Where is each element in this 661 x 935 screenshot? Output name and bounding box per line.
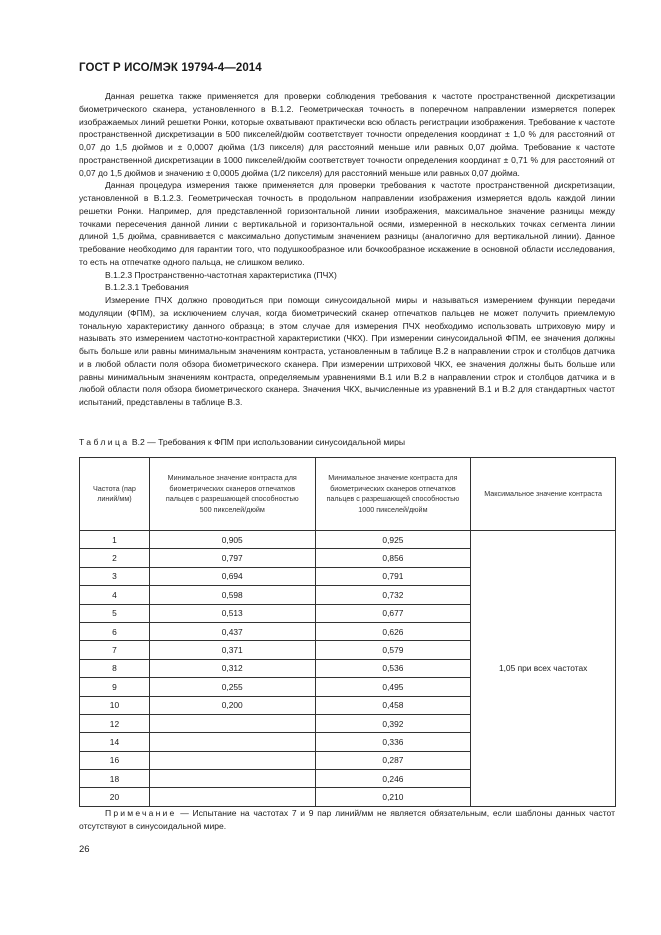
- table-caption-text: В.2 — Требования к ФПМ при использовании синусоидальной миры: [129, 437, 406, 447]
- cell-min-contrast-1000: 0,495: [315, 678, 471, 696]
- cell-min-contrast-500: 0,598: [149, 586, 315, 604]
- cell-min-contrast-500: [149, 733, 315, 751]
- cell-min-contrast-500: 0,694: [149, 567, 315, 585]
- cell-min-contrast-1000: 0,626: [315, 622, 471, 640]
- note-label: Примечание: [105, 808, 177, 818]
- cell-frequency: 1: [80, 531, 150, 549]
- paragraph: Данная решетка также применяется для проверки соблюдения требования к частоте пространственной дискретизации биометрического сканера, установленного в В.1.2. Геометрическая точность в поперечном направлении измеряется поперек изображаемых линий решетки Ронки, которые охватывают практически всю область регистрации изображения. Требование к частоте пространственной дискретизации в 500 пикселей/дюйм соответствует точности определения координат ± 1,0 % для расстояний от 0,07 до 1,5 дюймов и ± 0,0007 дюйма (1/3 пикселя) для расстояний меньше или равных 0,07 дюйма. Требование к частоте пространственной дискретизации в 1000 пикселей/дюйм соответствует точности определения координат ± 0,71 % для расстояний от 0,07 до 1,5 дюймов и значению ± 0,0005 дюйма (1/2 пикселя) для расстояний меньше или равных 0,07 дюйма.: [79, 91, 615, 178]
- cell-min-contrast-1000: 0,791: [315, 567, 471, 585]
- cell-min-contrast-500: [149, 714, 315, 732]
- header-frequency: Частота (пар линий/мм): [80, 458, 150, 531]
- cell-frequency: 4: [80, 586, 150, 604]
- cell-frequency: 9: [80, 678, 150, 696]
- cell-min-contrast-500: 0,797: [149, 549, 315, 567]
- paragraph: Измерение ПЧХ должно проводиться при помощи синусоидальной миры и называться измерением функции передачи модуляции (ФПМ), за исключением случая, когда биометрический сканер отпечатков пальцев не может получить приемлемую тональную характеристику данного образца; в этом случае для измерения ПЧХ необходимо использовать штриховую миру и называть это измерением частотно-контрастной характеристики (ЧКХ). При измерении синусоидальной ФПМ, ее значения должны быть больше или равны минимальным значениям контраста, установленным в таблице В.2 в направлении строк и столбцов датчика и в любой области поля обзора биометрического сканера. При измерении штриховой ЧКХ, ее значения должны быть больше или равны минимальным значениям контраста, определяемым уравнениями В.1 или В.2 в направлении строк и столбцов датчика и в любой области поля обзора биометрического сканера. Значения ЧКХ, вычисленные из уравнений В.1 и В.2 для стандартных частот испытаний, представлены в таблице В.3.: [79, 295, 615, 407]
- document-header: ГОСТ Р ИСО/МЭК 19794-4—2014: [79, 62, 262, 74]
- cell-min-contrast-500: 0,437: [149, 622, 315, 640]
- cell-min-contrast-500: 0,371: [149, 641, 315, 659]
- cell-min-contrast-500: 0,312: [149, 659, 315, 677]
- cell-min-contrast-500: [149, 751, 315, 769]
- header-min-contrast-500: Минимальное значение контраста для биометрических сканеров отпечатков пальцев с разрешающей способностью 500 пикселей/дюйм: [149, 458, 315, 531]
- paragraph: Данная процедура измерения также применяется для проверки требования к частоте пространственной дискретизации, установленной в В.1.2.3. Геометрическая точность в продольном направлении изображения измеряется вдоль каждой линии решетки Ронки. Например, для представленной горизонтальной линии изображения, максимальное значение разницы между точками пересечения данной линии с вертикальной и горизонтальной осями, измеренной в нескольких точках сегмента линии длиной 1,5 дюйма, сравнивается с максимально допустимым значением разницы (аналогично для вертикальной линии). Данное требование необходимо для гарантии того, что подушкообразное или бочкообразное искажение в основной области исследования, то есть на отпечатке одного пальца, не слишком велико.: [79, 180, 615, 267]
- page-number: 26: [79, 844, 90, 855]
- cell-frequency: 6: [80, 622, 150, 640]
- table-note: [79, 807, 615, 833]
- body-text: [79, 90, 615, 409]
- cell-min-contrast-500: 0,255: [149, 678, 315, 696]
- cell-frequency: 16: [80, 751, 150, 769]
- cell-min-contrast-500: 0,513: [149, 604, 315, 622]
- cell-frequency: 14: [80, 733, 150, 751]
- note-text: — Испытание на частотах 7 и 9 пар линий/мм не является обязательным, если шаблоны данных частот отсутствуют в синусоидальной мире.: [79, 808, 615, 831]
- cell-min-contrast-1000: 0,246: [315, 770, 471, 788]
- cell-min-contrast-1000: 0,536: [315, 659, 471, 677]
- cell-frequency: 20: [80, 788, 150, 806]
- table-caption: [79, 437, 405, 447]
- cell-min-contrast-1000: 0,336: [315, 733, 471, 751]
- table-caption-prefix: Таблица: [79, 437, 130, 447]
- cell-frequency: 18: [80, 770, 150, 788]
- table-row: [80, 531, 616, 549]
- header-min-contrast-1000: Минимальное значение контраста для биометрических сканеров отпечатков пальцев с разрешающей способностью 1000 пикселей/дюйм: [315, 458, 471, 531]
- cell-min-contrast-1000: 0,856: [315, 549, 471, 567]
- table-header-row: [80, 458, 616, 531]
- cell-min-contrast-1000: 0,677: [315, 604, 471, 622]
- cell-frequency: 3: [80, 567, 150, 585]
- cell-min-contrast-500: [149, 770, 315, 788]
- cell-frequency: 2: [80, 549, 150, 567]
- cell-frequency: 12: [80, 714, 150, 732]
- cell-min-contrast-1000: 0,579: [315, 641, 471, 659]
- cell-frequency: 10: [80, 696, 150, 714]
- header-max-contrast: Максимальное значение контраста: [471, 458, 616, 531]
- cell-min-contrast-1000: 0,287: [315, 751, 471, 769]
- cell-min-contrast-500: 0,905: [149, 531, 315, 549]
- cell-min-contrast-1000: 0,458: [315, 696, 471, 714]
- cell-min-contrast-1000: 0,925: [315, 531, 471, 549]
- subsection-heading: В.1.2.3.1 Требования: [105, 282, 189, 293]
- cell-min-contrast-1000: 0,210: [315, 788, 471, 806]
- section-heading: В.1.2.3 Пространственно-частотная характеристика (ПЧХ): [105, 269, 337, 280]
- cell-min-contrast-1000: 0,732: [315, 586, 471, 604]
- cell-min-contrast-500: 0,200: [149, 696, 315, 714]
- mtf-requirements-table: [79, 457, 616, 807]
- cell-min-contrast-1000: 0,392: [315, 714, 471, 732]
- cell-frequency: 7: [80, 641, 150, 659]
- note-paragraph: [79, 807, 615, 833]
- cell-frequency: 8: [80, 659, 150, 677]
- cell-min-contrast-500: [149, 788, 315, 806]
- cell-max-contrast: 1,05 при всех частотах: [471, 531, 616, 807]
- cell-frequency: 5: [80, 604, 150, 622]
